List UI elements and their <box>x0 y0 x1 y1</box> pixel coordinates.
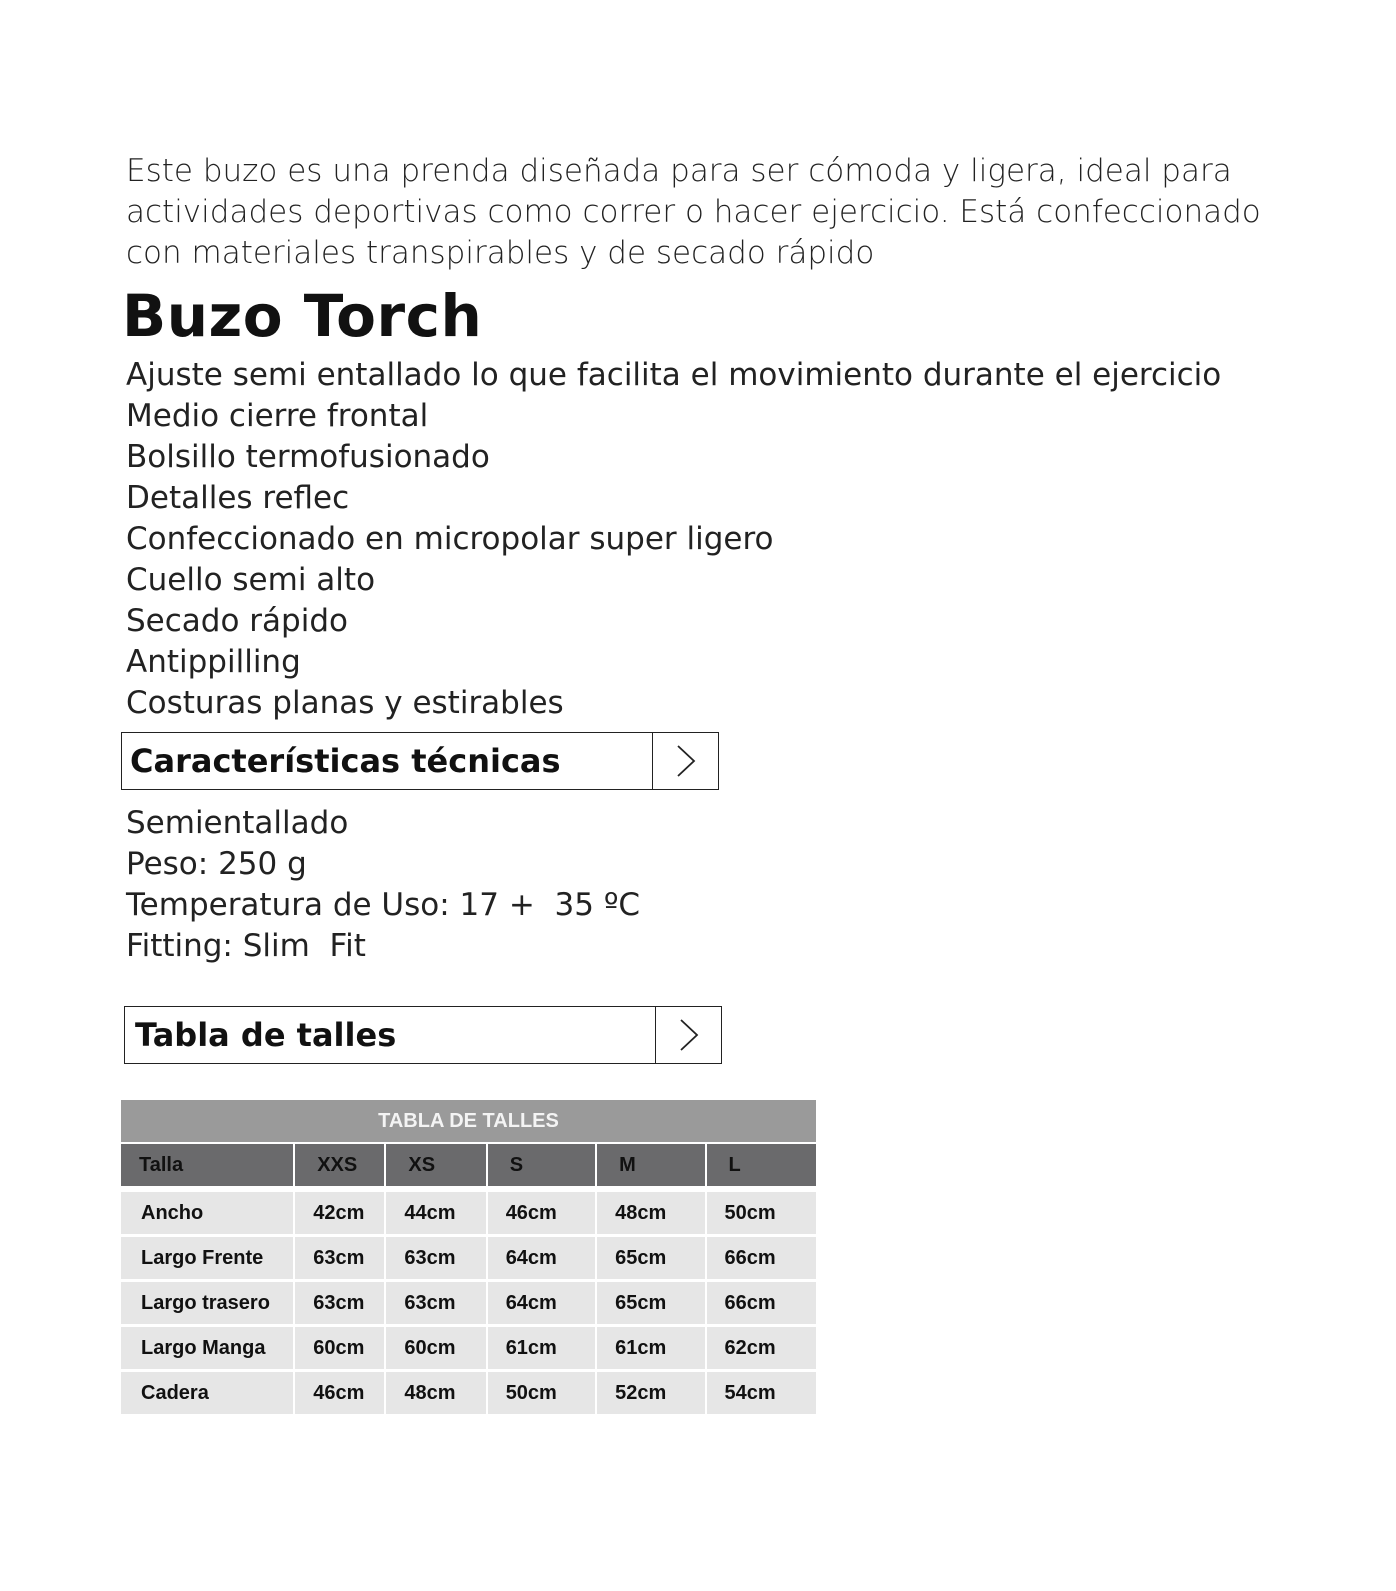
table-cell: 64cm <box>486 1282 595 1327</box>
row-label: Ancho <box>121 1192 293 1237</box>
spec-list <box>126 803 640 967</box>
table-cell: 64cm <box>486 1237 595 1282</box>
table-row <box>121 1372 816 1414</box>
table-cell: 63cm <box>384 1237 485 1282</box>
table-cell: 66cm <box>705 1237 817 1282</box>
spec-item: Temperatura de Uso: 17 + 35 ºC <box>126 887 641 923</box>
feature-item: Secado rápido <box>126 603 348 639</box>
table-cell: 63cm <box>384 1282 485 1327</box>
size-chart-label: Tabla de talles <box>135 1016 397 1054</box>
size-table-header: XS <box>384 1142 485 1186</box>
row-label: Largo Manga <box>121 1327 293 1372</box>
table-cell: 61cm <box>486 1327 595 1372</box>
size-table-header: L <box>705 1142 817 1186</box>
feature-item: Antippilling <box>126 644 301 680</box>
feature-item: Cuello semi alto <box>126 562 376 598</box>
spec-item: Peso: 250 g <box>126 846 307 882</box>
tech-specs-label: Características técnicas <box>130 742 561 780</box>
table-cell: 42cm <box>293 1192 384 1237</box>
size-table-header: XXS <box>293 1142 384 1186</box>
size-table-header: S <box>486 1142 595 1186</box>
table-cell: 44cm <box>384 1192 485 1237</box>
table-cell: 46cm <box>486 1192 595 1237</box>
size-table-header: Talla <box>121 1142 293 1186</box>
tech-specs-expand-button[interactable] <box>652 733 718 789</box>
table-cell: 52cm <box>595 1372 704 1414</box>
feature-item: Costuras planas y estirables <box>126 685 564 721</box>
size-table <box>121 1100 816 1414</box>
chevron-right-icon <box>678 1018 700 1052</box>
feature-item: Detalles reflec <box>126 480 350 516</box>
table-cell: 48cm <box>384 1372 485 1414</box>
table-row <box>121 1192 816 1237</box>
spec-item: Fitting: Slim Fit <box>126 928 366 964</box>
table-cell: 60cm <box>384 1327 485 1372</box>
size-chart-toggle[interactable] <box>124 1006 722 1064</box>
row-label: Largo trasero <box>121 1282 293 1327</box>
table-cell: 63cm <box>293 1237 384 1282</box>
table-cell: 65cm <box>595 1237 704 1282</box>
table-cell: 48cm <box>595 1192 704 1237</box>
chevron-right-icon <box>675 744 697 778</box>
tech-specs-toggle[interactable] <box>121 732 719 790</box>
feature-list <box>126 355 1221 724</box>
product-intro: Este buzo es una prenda diseñada para ser cómoda y ligera, ideal para actividades deportivas como correr o hacer ejercicio. Está confeccionado con materiales transpirables y de secado rápido <box>126 153 1261 271</box>
table-row <box>121 1237 816 1282</box>
product-title: Buzo Torch <box>122 282 483 350</box>
row-label: Cadera <box>121 1372 293 1414</box>
size-table-caption: TABLA DE TALLES <box>121 1100 816 1142</box>
table-cell: 61cm <box>595 1327 704 1372</box>
table-cell: 60cm <box>293 1327 384 1372</box>
feature-item: Medio cierre frontal <box>126 398 429 434</box>
table-row <box>121 1282 816 1327</box>
table-cell: 63cm <box>293 1282 384 1327</box>
row-label: Largo Frente <box>121 1237 293 1282</box>
spec-item: Semientallado <box>126 805 349 841</box>
feature-item: Confeccionado en micropolar super ligero <box>126 521 774 557</box>
table-cell: 66cm <box>705 1282 817 1327</box>
feature-item: Ajuste semi entallado lo que facilita el movimiento durante el ejercicio <box>126 357 1222 393</box>
table-cell: 65cm <box>595 1282 704 1327</box>
table-cell: 50cm <box>486 1372 595 1414</box>
table-cell: 54cm <box>705 1372 817 1414</box>
size-table-header: M <box>595 1142 704 1186</box>
table-row <box>121 1327 816 1372</box>
feature-item: Bolsillo termofusionado <box>126 439 490 475</box>
table-cell: 50cm <box>705 1192 817 1237</box>
table-cell: 62cm <box>705 1327 817 1372</box>
table-cell: 46cm <box>293 1372 384 1414</box>
size-chart-expand-button[interactable] <box>655 1007 721 1063</box>
